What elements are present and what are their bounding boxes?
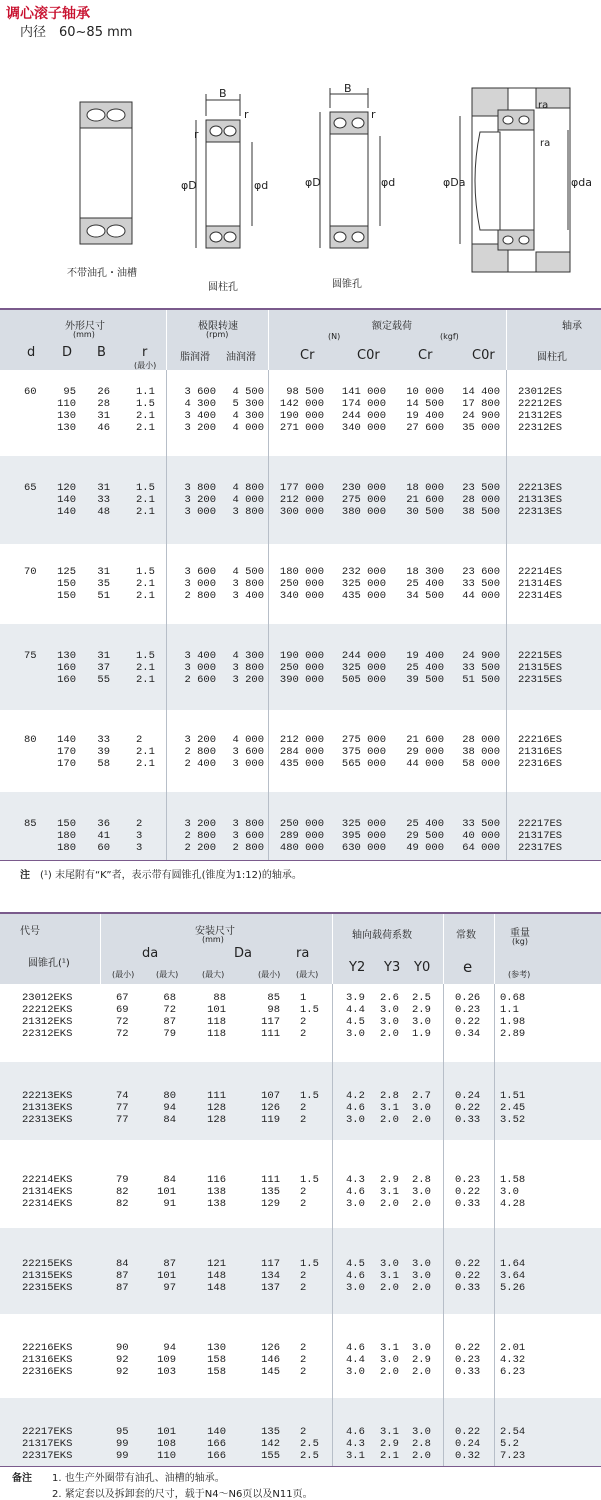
- speed-oil: 4 500 5 300 4 300 4 000: [232, 386, 264, 434]
- header-r: r: [142, 345, 148, 360]
- header-B: B: [97, 345, 106, 360]
- width-B: 31 37 55: [97, 650, 110, 686]
- ra-max: 2 2.5 2.5: [300, 1426, 319, 1462]
- header-load-unit-kgf: (kgf): [440, 332, 459, 341]
- factor-y3: 2.9 3.1 2.0: [380, 1174, 399, 1210]
- width-B: 36 41 60: [97, 818, 110, 854]
- speed-grease: 3 800 3 200 3 000: [184, 482, 216, 518]
- weight: 2.01 4.32 6.23: [500, 1342, 526, 1378]
- ra-max: 1.5 2 2: [300, 1258, 319, 1294]
- bearing-code: 22213EKS 21313EKS 22313EKS: [22, 1090, 73, 1126]
- table1-note: (¹) 末尾附有“K”者，表示带有圆锥孔(锥度为1:12)的轴承。: [40, 870, 302, 881]
- header-cr-kgf: Cr: [418, 348, 433, 363]
- header-outer-dimensions: 外形尺寸: [65, 321, 105, 332]
- chamfer-label-r-2: r: [194, 128, 199, 141]
- factor-y0: 2.5 2.9 3.0 1.9: [412, 992, 431, 1040]
- speed-grease: 3 200 2 800 2 400: [184, 734, 216, 770]
- chamfer-r: 1.5 2.1 2.1: [136, 482, 155, 518]
- header-cylindrical-bore: 圆柱孔: [537, 352, 567, 363]
- weight: 0.68 1.1 1.98 2.89: [500, 992, 526, 1040]
- load-c0r: 232 000 325 000 435 000: [341, 566, 386, 602]
- bore-d: 65: [24, 482, 37, 494]
- outer-D: 150 180 180: [57, 818, 76, 854]
- constant-e: 0.23 0.22 0.33: [455, 1174, 481, 1210]
- header-da-max: (最大): [156, 970, 179, 979]
- speed-grease: 3 200 2 800 2 200: [184, 818, 216, 854]
- header-ra-max: (最大): [296, 970, 319, 979]
- page-subtitle: 内径 60~85 mm: [20, 25, 133, 40]
- load-c0r-kgf: 33 500 40 000 64 000: [462, 818, 500, 854]
- header-grease: 脂润滑: [180, 352, 210, 363]
- bore-d: 80: [24, 734, 37, 746]
- load-cr: 180 000 250 000 340 000: [279, 566, 324, 602]
- bearing-code: 22215ES 21315ES 22315ES: [518, 650, 563, 686]
- load-cr: 98 500 142 000 190 000 271 000: [279, 386, 324, 434]
- load-cr: 177 000 212 000 300 000: [279, 482, 324, 518]
- weight: 1.51 2.45 3.52: [500, 1090, 526, 1126]
- header-y3: Y3: [384, 960, 401, 975]
- load-c0r-kgf: 23 500 28 000 38 500: [462, 482, 500, 518]
- load-cr-kgf: 19 400 25 400 39 500: [406, 650, 444, 686]
- header-da-min: (最小): [112, 970, 135, 979]
- shaft-diameter-label: φda: [571, 176, 592, 189]
- chamfer-label-r: r: [244, 108, 249, 121]
- bore-d: 70: [24, 566, 37, 578]
- width-B: 33 39 58: [97, 734, 110, 770]
- Da-max: 130 158 158: [207, 1342, 226, 1378]
- width-label-b-2: B: [344, 82, 352, 95]
- factor-y3: 2.8 3.1 2.0: [380, 1090, 399, 1126]
- load-c0r: 141 000 174 000 244 000 340 000: [341, 386, 386, 434]
- header-e: e: [463, 958, 473, 976]
- diagram-caption-tapered-bore: 圆锥孔: [332, 279, 362, 290]
- width-B: 26 28 31 46: [97, 386, 110, 434]
- chamfer-r: 1.5 2.1 2.1: [136, 566, 155, 602]
- factor-y0: 2.7 3.0 2.0: [412, 1090, 431, 1126]
- ra-max: 1.5 2 2: [300, 1090, 319, 1126]
- factor-y2: 4.6 4.3 3.1: [346, 1426, 365, 1462]
- chamfer-r: 2 2.1 2.1: [136, 734, 155, 770]
- width-label-b: B: [219, 87, 227, 100]
- bearing-installation-diagram: [460, 88, 570, 272]
- da-min: 90 92 92: [116, 1342, 129, 1378]
- ra-max: 2 2 2: [300, 1342, 307, 1378]
- factor-y2: 4.2 4.6 3.0: [346, 1090, 365, 1126]
- header-constant: 常数: [456, 930, 476, 941]
- remark-1: 1. 也生产外圈带有油孔、油槽的轴承。: [52, 1473, 225, 1484]
- header-tapered-bore: 圆锥孔(¹): [28, 958, 70, 969]
- fillet-label-ra-2: ra: [540, 138, 551, 149]
- da-min: 95 99 99: [116, 1426, 129, 1462]
- constant-e: 0.26 0.23 0.22 0.34: [455, 992, 481, 1040]
- ra-max: 1 1.5 2 2: [300, 992, 319, 1040]
- da-max: 87 101 97: [157, 1258, 176, 1294]
- da-max: 94 109 103: [157, 1342, 176, 1378]
- Da-min: 126 146 145: [261, 1342, 280, 1378]
- chamfer-r: 2 3 3: [136, 818, 143, 854]
- chamfer-label-r-3: r: [371, 108, 376, 121]
- ra-max: 1.5 2 2: [300, 1174, 319, 1210]
- constant-e: 0.22 0.22 0.33: [455, 1258, 481, 1294]
- load-c0r-kgf: 23 600 33 500 44 000: [462, 566, 500, 602]
- chamfer-r: 1.5 2.1 2.1: [136, 650, 155, 686]
- bearing-code: 22217EKS 21317EKS 22317EKS: [22, 1426, 73, 1462]
- Da-min: 85 98 117 111: [261, 992, 280, 1040]
- housing-diameter-label: φDa: [443, 176, 466, 189]
- header-install-unit: (mm): [202, 935, 224, 944]
- header-installation: 安装尺寸: [195, 926, 235, 937]
- bearing-code: 22215EKS 21315EKS 22315EKS: [22, 1258, 73, 1294]
- bearing-code: 22214EKS 21314EKS 22314EKS: [22, 1174, 73, 1210]
- header-y0: Y0: [414, 960, 431, 975]
- da-max: 101 108 110: [157, 1426, 176, 1462]
- outer-D: 95 110 130 130: [57, 386, 76, 434]
- factor-y2: 4.5 4.6 3.0: [346, 1258, 365, 1294]
- da-max: 80 94 84: [163, 1090, 176, 1126]
- load-cr: 250 000 289 000 480 000: [279, 818, 324, 854]
- header-dims-unit: (mm): [73, 330, 95, 339]
- factor-y0: 3.0 3.0 2.0: [412, 1258, 431, 1294]
- width-B: 31 33 48: [97, 482, 110, 518]
- weight: 1.64 3.64 5.26: [500, 1258, 526, 1294]
- bearing-code: 22217ES 21317ES 22317ES: [518, 818, 563, 854]
- fillet-label-ra: ra: [538, 100, 549, 111]
- header-speed-unit: (rpm): [206, 330, 229, 339]
- speed-oil: 4 800 4 000 3 800: [232, 482, 264, 518]
- header-y2: Y2: [349, 960, 366, 975]
- constant-e: 0.22 0.23 0.33: [455, 1342, 481, 1378]
- weight: 2.54 5.2 7.23: [500, 1426, 526, 1462]
- outer-D: 120 140 140: [57, 482, 76, 518]
- header-r-min: (最小): [134, 361, 157, 370]
- factor-y0: 2.8 3.0 2.0: [412, 1174, 431, 1210]
- load-c0r: 325 000 395 000 630 000: [341, 818, 386, 854]
- factor-y3: 2.6 3.0 3.0 2.0: [380, 992, 399, 1040]
- header-weight-unit: (kg): [512, 937, 528, 946]
- bearing-code: 22214ES 21314ES 22314ES: [518, 566, 563, 602]
- header-limit-speed: 极限转速: [198, 321, 238, 332]
- load-cr-kgf: 25 400 29 500 49 000: [406, 818, 444, 854]
- Da-min: 107 126 119: [261, 1090, 280, 1126]
- factor-y3: 3.0 3.1 2.0: [380, 1258, 399, 1294]
- da-max: 84 101 91: [157, 1174, 176, 1210]
- header-ra: ra: [296, 946, 310, 961]
- speed-grease: 3 600 3 000 2 800: [184, 566, 216, 602]
- bearing-code: 23012EKS 22212EKS 21312EKS 22312EKS: [22, 992, 73, 1040]
- header-Da: Da: [234, 946, 252, 961]
- Da-max: 140 166 166: [207, 1426, 226, 1462]
- Da-min: 117 134 137: [261, 1258, 280, 1294]
- da-min: 84 87 87: [116, 1258, 129, 1294]
- Da-max: 111 128 128: [207, 1090, 226, 1126]
- header-reference: (参考): [508, 970, 531, 979]
- load-c0r: 244 000 325 000 505 000: [341, 650, 386, 686]
- outer-diameter-label-2: φD: [305, 176, 321, 189]
- page-title: 调心滚子轴承: [6, 6, 90, 22]
- diagram-caption-no-oil-hole: 不带油孔・油槽: [67, 268, 137, 279]
- bore-d: 85: [24, 818, 37, 830]
- bearing-code: 22216EKS 21316EKS 22316EKS: [22, 1342, 73, 1378]
- outer-D: 140 170 170: [57, 734, 76, 770]
- speed-oil: 3 800 3 600 2 800: [232, 818, 264, 854]
- speed-grease: 3 400 3 000 2 600: [184, 650, 216, 686]
- constant-e: 0.24 0.22 0.33: [455, 1090, 481, 1126]
- load-c0r: 230 000 275 000 380 000: [341, 482, 386, 518]
- load-cr-kgf: 21 600 29 000 44 000: [406, 734, 444, 770]
- bore-d: 60: [24, 386, 37, 398]
- da-min: 67 69 72 72: [116, 992, 129, 1040]
- diagram-caption-cylindrical-bore: 圆柱孔: [208, 282, 238, 293]
- bore-d: 75: [24, 650, 37, 662]
- load-c0r-kgf: 14 400 17 800 24 900 35 000: [462, 386, 500, 434]
- Da-max: 116 138 138: [207, 1174, 226, 1210]
- load-cr-kgf: 18 000 21 600 30 500: [406, 482, 444, 518]
- factor-y3: 3.1 2.9 2.1: [380, 1426, 399, 1462]
- outer-D: 125 150 150: [57, 566, 76, 602]
- remark-2: 2. 紧定套以及拆卸套的尺寸，载于N4～N6页以及N11页。: [52, 1489, 313, 1500]
- header-c0r-kgf: C0r: [472, 348, 495, 363]
- bearing-code: 22216ES 21316ES 22316ES: [518, 734, 563, 770]
- bearing-code: 22213ES 21313ES 22313ES: [518, 482, 563, 518]
- header-weight: 重量: [510, 928, 530, 939]
- load-cr: 212 000 284 000 435 000: [279, 734, 324, 770]
- factor-y3: 3.1 3.0 2.0: [380, 1342, 399, 1378]
- load-c0r-kgf: 28 000 38 000 58 000: [462, 734, 500, 770]
- remarks-label: 备注: [12, 1473, 32, 1484]
- constant-e: 0.22 0.24 0.32: [455, 1426, 481, 1462]
- load-c0r-kgf: 24 900 33 500 51 500: [462, 650, 500, 686]
- bore-diameter-label-2: φd: [381, 176, 396, 189]
- Da-max: 121 148 148: [207, 1258, 226, 1294]
- da-min: 79 82 82: [116, 1174, 129, 1210]
- speed-grease: 3 600 4 300 3 400 3 200: [184, 386, 216, 434]
- header-d: d: [27, 345, 36, 360]
- chamfer-r: 1.1 1.5 2.1 2.1: [136, 386, 155, 434]
- factor-y0: 3.0 2.8 2.0: [412, 1426, 431, 1462]
- load-cr-kgf: 10 000 14 500 19 400 27 600: [406, 386, 444, 434]
- header-cr: Cr: [300, 348, 315, 363]
- da-max: 68 72 87 79: [163, 992, 176, 1040]
- Da-max: 88 101 118 118: [207, 992, 226, 1040]
- table1-header: [0, 310, 601, 370]
- load-c0r: 275 000 375 000 565 000: [341, 734, 386, 770]
- speed-oil: 4 000 3 600 3 000: [232, 734, 264, 770]
- header-bearing: 轴承: [562, 321, 582, 332]
- factor-y2: 4.3 4.6 3.0: [346, 1174, 365, 1210]
- header-rated-load: 额定载荷: [372, 321, 412, 332]
- header-Da-min: (最小): [258, 970, 281, 979]
- Da-min: 135 142 155: [261, 1426, 280, 1462]
- width-B: 31 35 51: [97, 566, 110, 602]
- bearing-diagrams: [0, 80, 601, 295]
- outer-diameter-label: φD: [181, 179, 197, 192]
- load-cr-kgf: 18 300 25 400 34 500: [406, 566, 444, 602]
- header-code: 代号: [20, 926, 40, 937]
- header-D: D: [62, 345, 73, 360]
- bearing-code: 23012ES 22212ES 21312ES 22312ES: [518, 386, 563, 434]
- header-c0r: C0r: [357, 348, 380, 363]
- header-load-unit-n: (N): [328, 332, 341, 341]
- factor-y0: 3.0 2.9 2.0: [412, 1342, 431, 1378]
- outer-D: 130 160 160: [57, 650, 76, 686]
- table1-note-label: 注: [20, 870, 30, 881]
- factor-y2: 4.6 4.4 3.0: [346, 1342, 365, 1378]
- bearing-side-view-diagram: [80, 102, 132, 244]
- da-min: 74 77 77: [116, 1090, 129, 1126]
- header-oil: 油润滑: [226, 352, 256, 363]
- speed-oil: 4 500 3 800 3 400: [232, 566, 264, 602]
- Da-min: 111 135 129: [261, 1174, 280, 1210]
- factor-y2: 3.9 4.4 4.5 3.0: [346, 992, 365, 1040]
- weight: 1.58 3.0 4.28: [500, 1174, 526, 1210]
- bore-diameter-label: φd: [254, 179, 269, 192]
- header-Da-max: (最大): [202, 970, 225, 979]
- header-da: da: [142, 946, 159, 961]
- header-axial-factor: 轴向载荷系数: [352, 930, 412, 941]
- table2-header: [0, 914, 601, 984]
- load-cr: 190 000 250 000 390 000: [279, 650, 324, 686]
- speed-oil: 4 300 3 800 3 200: [232, 650, 264, 686]
